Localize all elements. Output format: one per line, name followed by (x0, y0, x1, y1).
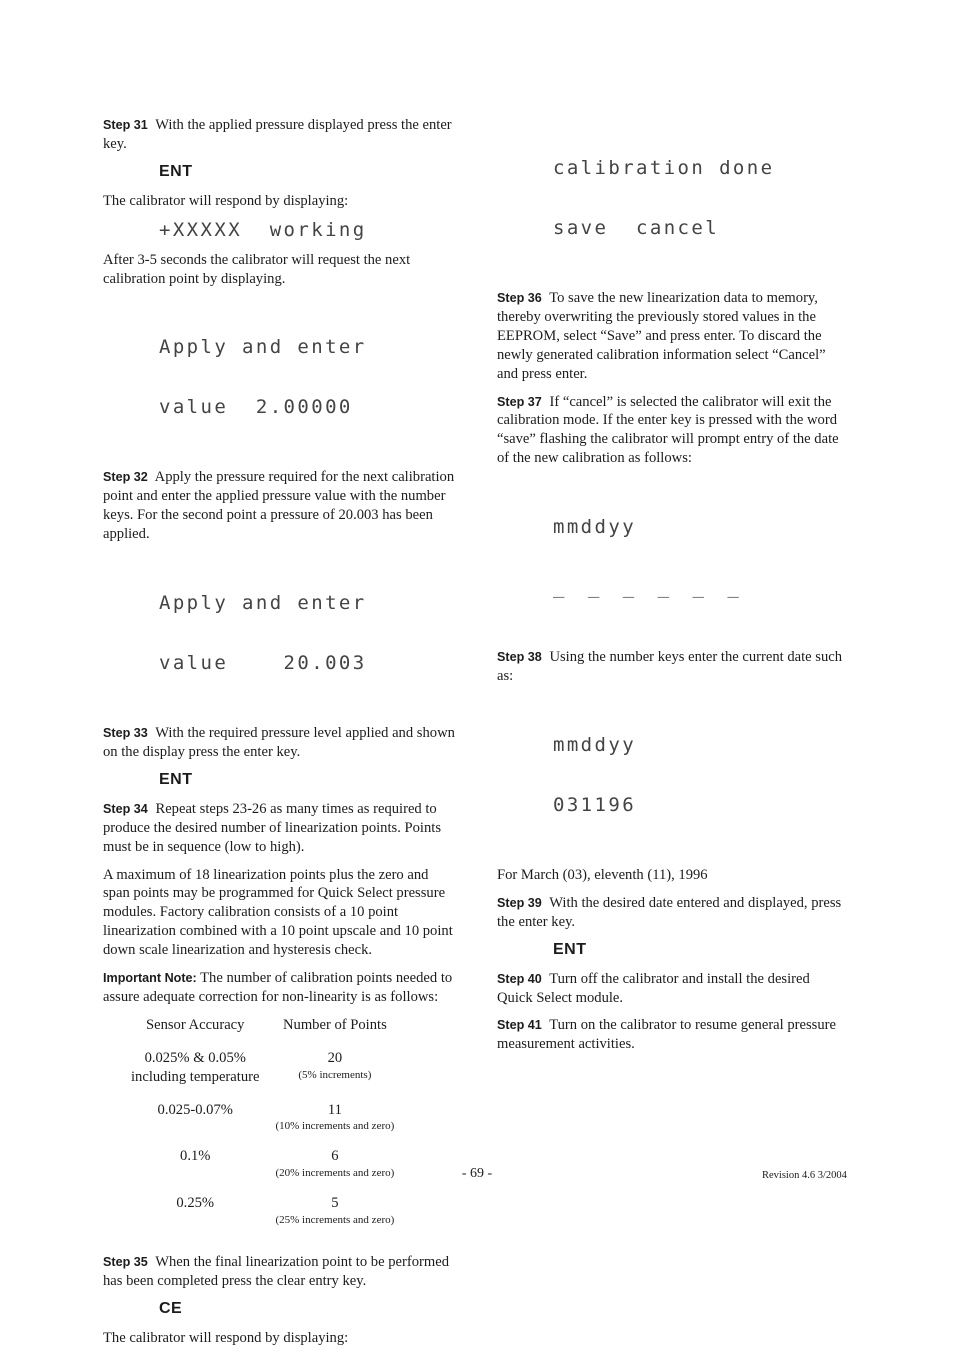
table-row: 0.1% 6 (20% increments and zero) (180, 1148, 395, 1180)
step-label: Step 34 (103, 801, 148, 816)
step-33: Step 33 With the required pressure level applied and shown on the display press the enter key. (103, 725, 455, 760)
step-label: Step 39 (497, 895, 542, 910)
respond-text: The calibrator will respond by displaying: (103, 1330, 349, 1346)
revision-label: Revision 4.6 3/2004 (762, 1170, 847, 1181)
step-32: Step 32 Apply the pressure required for the next calibration point and enter the applied pressure value with the number keys. For the second point a pressure of 20.003 has been applied. (103, 469, 455, 543)
step-label: Step 31 (103, 118, 148, 132)
table-row: 0.025-0.07% 11 (10% increments and zero) (157, 1101, 395, 1133)
ent-key-label: ENT (553, 940, 587, 958)
ent-key-label: ENT (159, 770, 193, 788)
important-note: Important Note: The number of calibration points needed to assure adequate correction for non-linearity is as follows: (103, 970, 453, 1005)
ent-key-label: ENT (159, 162, 193, 180)
table-row: 0.25% 5 (25% increments and zero) (176, 1195, 395, 1227)
note-label: Important Note: (103, 971, 197, 986)
step-39: Step 39 With the desired date entered and displayed, press the enter key. (497, 894, 842, 930)
right-column (497, 116, 849, 1063)
date-example: For March (03), eleventh (11), 1996 (497, 866, 708, 883)
column-header: Sensor Accuracy (145, 1016, 245, 1033)
lcd-display-date-prompt: mmddyy _ _ _ _ _ _ (553, 516, 745, 599)
column-header: Number of Points (282, 1016, 387, 1033)
ce-key-label: CE (159, 1300, 183, 1318)
lcd-display-apply-1: Apply and enter value 2.00000 (159, 336, 367, 419)
step-label: Step 40 (497, 971, 542, 986)
step-34: Step 34 Repeat steps 23-26 as many times as required to produce the desired number of linearization points. Points must be in sequence (low to high). (103, 800, 442, 855)
respond-text: The calibrator will respond by displaying: (103, 192, 349, 209)
step-36: Step 36 To save the new linearization data to memory, thereby overwriting the previously stored values in the EEPROM, select “Save” and press enter. To discard the newly generated calibration information select “Cancel” and press enter. (497, 290, 826, 382)
lcd-display-date-entered: mmddyy 031196 (553, 733, 637, 816)
step-41: Step 41 Turn on the calibrator to resume general pressure measurement activities. (497, 1017, 836, 1053)
step-label: Step 32 (103, 470, 148, 485)
step-label: Step 38 (497, 650, 542, 665)
step-label: Step 37 (497, 394, 542, 409)
step-37: Step 37 If “cancel” is selected the calibrator will exit the calibration mode. If the enter key is pressed with the word “save” flashing the calibrator will prompt entry of the date of the new calibration as follows: (497, 393, 839, 467)
step-40: Step 40 Turn off the calibrator and install the desired Quick Select module. (497, 970, 810, 1006)
max-points-paragraph: A maximum of 18 linearization points plus the zero and span points may be programmed for Quick Select pressure modules. Factory calibration consists of a 10 point linearization combined with a 10 point upscale and 10 point down scale linearization and hysteresis check. (103, 866, 453, 959)
step-label: Step 36 (497, 291, 542, 305)
lcd-display-working: +XXXXX working (159, 218, 367, 241)
step-35: Step 35 When the final linearization point to be performed has been completed press the clear entry key. (103, 1254, 449, 1290)
step-38: Step 38 Using the number keys enter the current date such as: (497, 649, 843, 685)
lcd-display-calibration-done: calibration done save cancel (553, 157, 775, 239)
step-label: Step 41 (497, 1018, 542, 1033)
step-label: Step 35 (103, 1255, 148, 1270)
step-31: Step 31 With the applied pressure displayed press the enter key. (103, 117, 452, 152)
accuracy-table (123, 1016, 402, 1241)
page-number: - 69 - (461, 1166, 493, 1181)
table-row: 0.025% & 0.05% including temperature 20 (5% increments) (131, 1049, 372, 1085)
lcd-display-apply-2: Apply and enter value 20.003 (159, 592, 367, 675)
step-label: Step 33 (103, 726, 148, 741)
after-text: After 3-5 seconds the calibrator will request the next calibration point by displaying. (103, 251, 411, 287)
